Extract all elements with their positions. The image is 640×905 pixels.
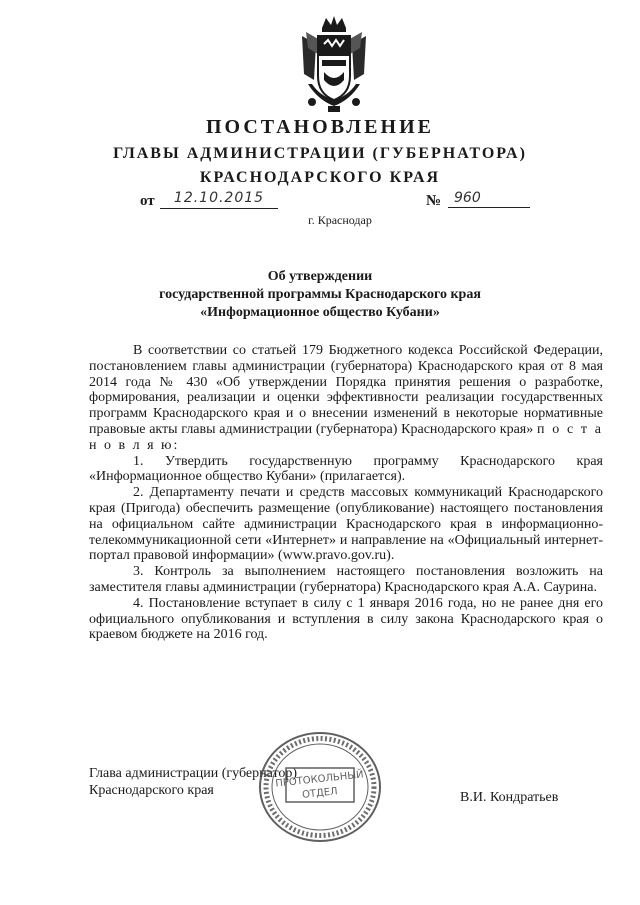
official-stamp: [256, 728, 384, 846]
preamble-text: В соответствии со статьей 179 Бюджетного кодекса Российской Федерации, постановлением главы администрации (губернатора) Краснодарского края от 8 мая 2014 года № 430 «Об утверждении Порядка принятия решения о разработке, формирования, реализации и оценки эффективности реализации государственных программ Краснодарского края и о внесении изменений в некоторые нормативные правовые акты главы администрации (губернатора) Краснодарского края»: [89, 343, 603, 437]
handwritten-date: 12.10.2015: [160, 190, 278, 209]
coat-of-arms-emblem: [298, 14, 370, 114]
stamp-text-line1: ПРОТОКОЛЬНЫЙ: [274, 769, 365, 790]
signatory-position-line1: Глава администрации (губернатор): [89, 766, 298, 781]
item-3-paragraph: 3. Контроль за выполнением настоящего постановления возложить на заместителя главы администрации (губернатора) Краснодарского края А.А. Саурина.: [89, 564, 603, 595]
signatory-name: В.И. Кондратьев: [460, 790, 559, 805]
preamble-paragraph: [89, 343, 603, 454]
document-body: [89, 343, 603, 643]
item-2-paragraph: 2. Департаменту печати и средств массовых коммуникаций Краснодарского края (Пригода) обеспечить размещение (опубликование) настоящего постановления на официальном сайте администрации Краснодарского края в информационно-телекоммуникационной сети «Интернет» и направление на «Официальный интернет-портал правовой информации» (www.pravo.gov.ru).: [89, 485, 603, 564]
document-type-heading: ПОСТАНОВЛЕНИЕ: [206, 116, 434, 138]
issuer-heading-line2: КРАСНОДАРСКОГО КРАЯ: [199, 169, 441, 186]
handwritten-number: 960: [448, 190, 530, 208]
issuer-heading-line1: ГЛАВЫ АДМИНИСТРАЦИИ (ГУБЕРНАТОРА): [113, 145, 527, 162]
document-title-line2: государственной программы Краснодарского края: [159, 287, 481, 302]
issue-city: г. Краснодар: [308, 213, 372, 227]
date-label: от: [140, 193, 155, 209]
document-title-line3: «Информационное общество Кубани»: [200, 305, 440, 320]
item-1-paragraph: 1. Утвердить государственную программу Краснодарского края «Информационное общество Кубани» (прилагается).: [89, 453, 603, 485]
number-label: №: [426, 193, 442, 209]
document-title-line1: Об утверждении: [267, 269, 373, 284]
item-4-paragraph: 4. Постановление вступает в силу с 1 января 2016 года, но не ранее дня его официального опубликования и вступления в силу закона Краснодарского края о краевом бюджете на 2016 год.: [89, 595, 603, 643]
decree-word: п о с т а н о в л я ю:: [89, 421, 604, 453]
stamp-text-line2: ОТДЕЛ: [301, 786, 339, 801]
signatory-position-line2: Краснодарского края: [89, 783, 214, 798]
